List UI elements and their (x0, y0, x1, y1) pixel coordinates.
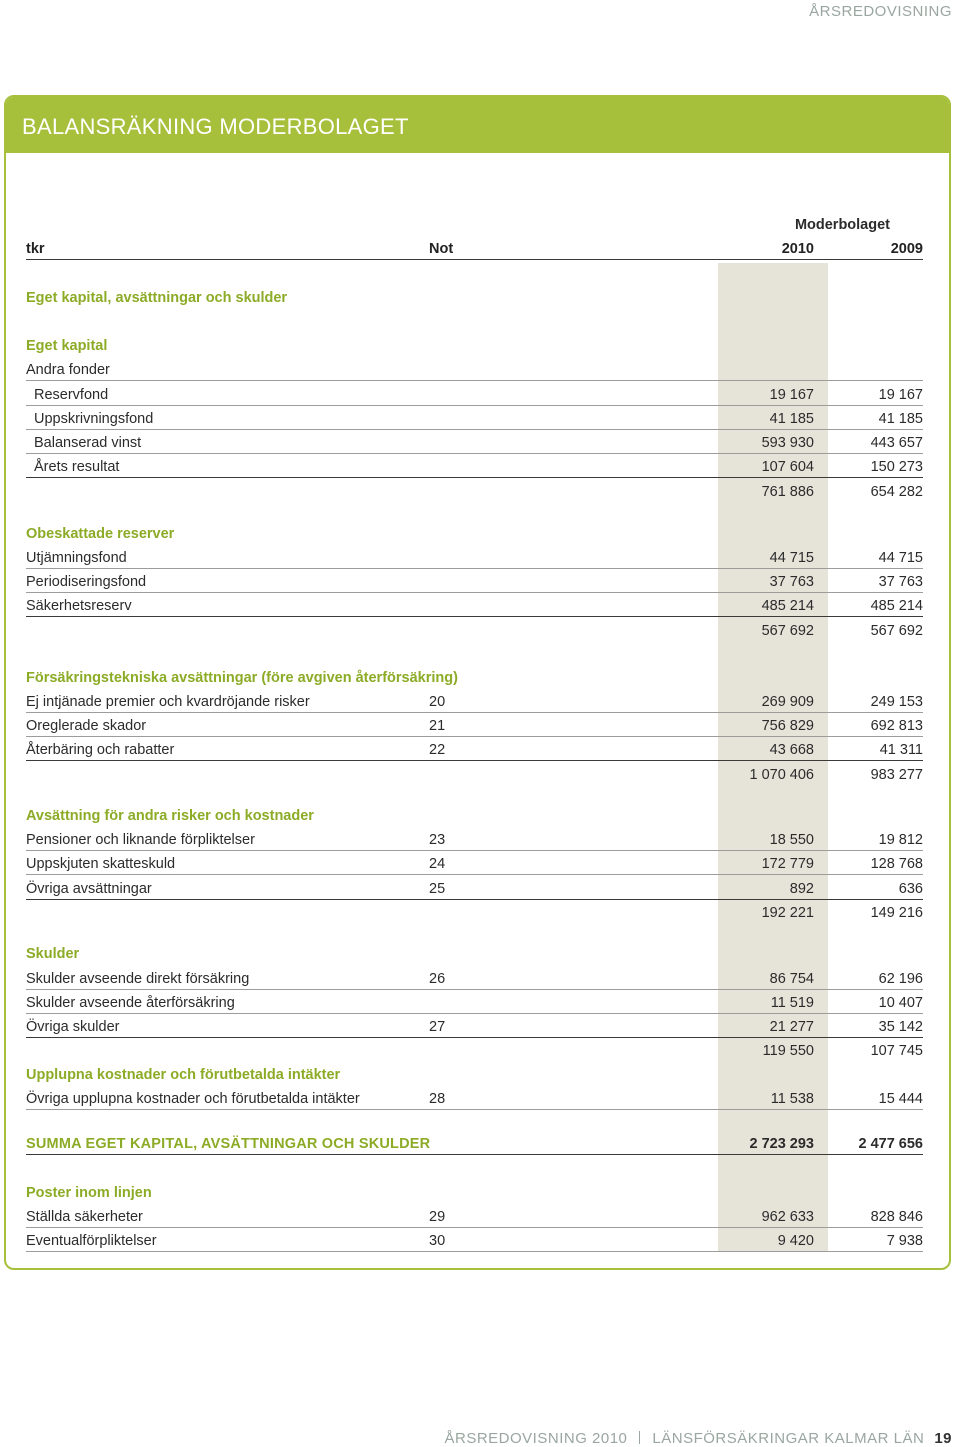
table-row (26, 850, 923, 875)
value-2010: 761 886 (761, 484, 814, 500)
note-reference: 24 (429, 856, 446, 872)
table-row (26, 688, 923, 713)
note-reference: 28 (429, 1091, 446, 1107)
value-2009: 443 657 (870, 435, 923, 451)
value-2010: 19 167 (769, 387, 814, 403)
row-heading: Skulder (26, 946, 80, 962)
value-2010: 485 214 (761, 598, 814, 614)
row-label: Övriga skulder (26, 1019, 120, 1035)
subsection-heading-row (26, 940, 923, 964)
subtotal-row (26, 478, 923, 502)
table-row (26, 381, 923, 406)
title-band (6, 97, 949, 153)
grand-total-row (26, 1130, 923, 1155)
table-row (26, 826, 923, 851)
column-group-label: Moderbolaget (794, 217, 890, 233)
note-reference: 27 (429, 1019, 446, 1035)
row-label: Reservfond (34, 387, 109, 403)
table-row (26, 453, 923, 478)
subtotal-row (26, 761, 923, 785)
value-2010: 756 829 (761, 718, 814, 734)
table-row (26, 989, 923, 1014)
table-row (26, 1085, 923, 1110)
value-2009: 567 692 (870, 623, 923, 639)
page-number: 19 (934, 1430, 952, 1447)
value-2009: 19 812 (878, 832, 923, 848)
column-header-row (26, 235, 923, 260)
value-2010: 43 668 (769, 742, 814, 758)
value-2009: 15 444 (878, 1091, 923, 1107)
row-label: Övriga avsättningar (26, 881, 152, 897)
subsection-heading-row (26, 332, 923, 356)
value-2010: 892 (789, 881, 814, 897)
section-title: Eget kapital, avsättningar och skulder (26, 290, 288, 306)
row-label: Andra fonder (26, 362, 110, 378)
value-2010: 172 779 (761, 856, 814, 872)
row-heading: Eget kapital (26, 338, 108, 354)
row-label: Säkerhetsreserv (26, 598, 132, 614)
value-2010: 962 633 (761, 1209, 814, 1225)
value-2010: 18 550 (769, 832, 814, 848)
row-heading: SUMMA EGET KAPITAL, AVSÄTTNINGAR OCH SKULDER (26, 1136, 431, 1152)
subsection-heading-row (26, 1179, 923, 1203)
year-2010-header: 2010 (781, 241, 814, 257)
value-2010: 11 519 (770, 995, 814, 1011)
table-row (26, 965, 923, 990)
note-reference: 21 (429, 718, 446, 734)
table-row (26, 592, 923, 617)
value-2009: 485 214 (870, 598, 923, 614)
value-2009: 41 311 (879, 742, 923, 758)
year-2009-header: 2009 (890, 241, 923, 257)
table-row (26, 712, 923, 737)
row-heading: Försäkringstekniska avsättningar (före avgiven återförsäkring) (26, 670, 458, 686)
table-row (26, 875, 923, 900)
section-title-row (26, 284, 923, 308)
subsection-heading-row (26, 1061, 923, 1085)
footer-divider (639, 1431, 640, 1444)
value-2009: 128 768 (870, 856, 923, 872)
table-row (26, 1203, 923, 1228)
row-label: Ställda säkerheter (26, 1209, 143, 1225)
unit-label: tkr (26, 241, 45, 257)
value-2010: 2 723 293 (749, 1136, 814, 1152)
row-label: Ej intjänade premier och kvardröjande risker (26, 694, 310, 710)
value-2010: 119 550 (762, 1043, 814, 1059)
row-label: Oreglerade skador (26, 718, 147, 734)
value-2009: 107 745 (870, 1043, 923, 1059)
value-2010: 21 277 (769, 1019, 814, 1035)
row-label: Årets resultat (34, 459, 120, 475)
row-label: Återbäring och rabatter (26, 742, 175, 758)
note-reference: 29 (429, 1209, 446, 1225)
note-reference: 26 (429, 971, 446, 987)
value-2009: 44 715 (878, 550, 923, 566)
row-heading: Obeskattade reserver (26, 526, 175, 542)
value-2009: 150 273 (870, 459, 923, 475)
value-2010: 107 604 (761, 459, 814, 475)
value-2009: 249 153 (870, 694, 923, 710)
note-header: Not (429, 241, 454, 257)
value-2010: 44 715 (769, 550, 814, 566)
value-2009: 37 763 (878, 574, 923, 590)
note-reference: 25 (429, 881, 446, 897)
running-header: ÅRSREDOVISNING (809, 3, 952, 20)
footer-company: LÄNSFÖRSÄKRINGAR KALMAR LÄN (652, 1430, 925, 1447)
value-2009: 828 846 (870, 1209, 923, 1225)
column-group-row (26, 211, 923, 235)
value-2010: 9 420 (777, 1233, 814, 1249)
row-label: Balanserad vinst (34, 435, 142, 451)
value-2009: 35 142 (878, 1019, 923, 1035)
value-2009: 2 477 656 (858, 1136, 923, 1152)
value-2010: 1 070 406 (749, 767, 814, 783)
value-2009: 983 277 (870, 767, 923, 783)
row-label: Övriga upplupna kostnader och förutbetalda intäkter (26, 1091, 360, 1107)
note-reference: 20 (429, 694, 446, 710)
note-reference: 22 (429, 742, 446, 758)
note-reference: 23 (429, 832, 446, 848)
row-heading: Avsättning för andra risker och kostnader (26, 808, 314, 824)
row-label: Periodiseringsfond (26, 574, 147, 590)
value-2010: 11 538 (770, 1091, 814, 1107)
value-2009: 7 938 (886, 1233, 923, 1249)
value-2010: 269 909 (761, 694, 814, 710)
value-2009: 636 (898, 881, 923, 897)
value-2010: 86 754 (769, 971, 814, 987)
value-2010: 41 185 (769, 411, 814, 427)
table-row (26, 356, 923, 381)
value-2009: 19 167 (878, 387, 923, 403)
table-row (26, 1227, 923, 1252)
footer-report-title: ÅRSREDOVISNING 2010 (444, 1430, 628, 1447)
subtotal-row (26, 1037, 923, 1061)
value-2010: 567 692 (761, 623, 814, 639)
value-2009: 654 282 (870, 484, 923, 500)
table-row (26, 1013, 923, 1038)
subtotal-row (26, 617, 923, 641)
table-row (26, 405, 923, 430)
subsection-heading-row (26, 664, 923, 688)
value-2010: 37 763 (769, 574, 814, 590)
table-row (26, 568, 923, 593)
table-row (26, 544, 923, 569)
value-2009: 149 216 (870, 905, 923, 921)
page-title: BALANSRÄKNING MODERBOLAGET (22, 114, 409, 139)
row-heading: Poster inom linjen (26, 1185, 152, 1201)
note-reference: 30 (429, 1233, 446, 1249)
value-2010: 192 221 (761, 905, 814, 921)
table-row (26, 429, 923, 454)
row-label: Skulder avseende direkt försäkring (26, 971, 250, 987)
value-2009: 62 196 (878, 971, 923, 987)
row-heading: Upplupna kostnader och förutbetalda intäkter (26, 1067, 341, 1083)
value-2010: 593 930 (761, 435, 814, 451)
subsection-heading-row (26, 520, 923, 544)
value-2009: 41 185 (878, 411, 923, 427)
row-label: Uppskrivningsfond (34, 411, 154, 427)
value-2009: 10 407 (878, 995, 923, 1011)
table-row (26, 736, 923, 761)
subsection-heading-row (26, 802, 923, 826)
page-footer (445, 1430, 953, 1447)
row-label: Utjämningsfond (26, 550, 127, 566)
row-label: Eventualförpliktelser (26, 1233, 157, 1249)
row-label: Pensioner och liknande förpliktelser (26, 832, 255, 848)
value-2009: 692 813 (870, 718, 923, 734)
row-label: Skulder avseende återförsäkring (26, 995, 235, 1011)
row-label: Uppskjuten skatteskuld (26, 856, 176, 872)
subtotal-row (26, 899, 923, 923)
